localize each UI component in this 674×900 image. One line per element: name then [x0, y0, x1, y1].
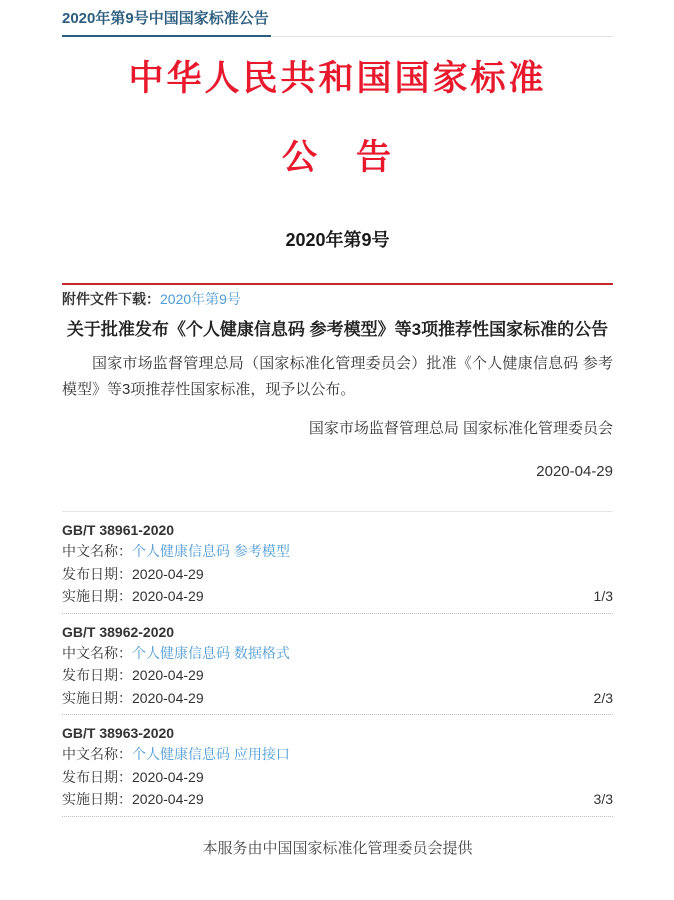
standard-name-row: [62, 540, 613, 563]
announcement-subtitle: 公 告: [281, 138, 393, 177]
national-standard-title: 中华人民共和国国家标准: [128, 59, 547, 98]
notice-heading: 关于批准发布《个人健康信息码 参考模型》等3项推荐性国家标准的公告: [66, 320, 609, 339]
publish-label: 发布日期：: [62, 667, 132, 683]
name-label: 中文名称：: [62, 644, 132, 661]
implement-date-value: 2020-04-29: [132, 791, 204, 807]
standards-list: [62, 511, 613, 817]
publish-label: 发布日期：: [62, 768, 132, 785]
notice-body-paragraph: 国家市场监督管理总局（国家标准化管理委员会）批准《个人健康信息码 参考模型》等3项推荐性国家标准，现予以公布。: [62, 355, 613, 398]
implement-date-row: [62, 687, 613, 710]
standard-entry: [62, 715, 613, 817]
page-header-bar: [62, 8, 613, 37]
standard-name-row: [62, 743, 613, 766]
implement-label: 实施日期：: [62, 791, 132, 807]
implement-date-row: [62, 788, 613, 811]
standard-name-link[interactable]: 个人健康信息码 应用接口: [132, 746, 290, 762]
name-label: 中文名称：: [62, 746, 132, 762]
issuer-line: 国家市场监督管理总局 国家标准化管理委员会: [308, 420, 613, 437]
publish-date-value: 2020-04-29: [132, 667, 204, 683]
announcement-tab-title: 2020年第9号中国国家标准公告: [62, 8, 271, 37]
publish-date-value: 2020-04-29: [132, 565, 204, 582]
publish-label: 发布日期：: [62, 565, 132, 582]
standard-name-link[interactable]: 个人健康信息码 数据格式: [132, 644, 290, 661]
implement-label: 实施日期：: [62, 588, 132, 604]
implement-date-row: [62, 585, 613, 608]
issue-number: 2020年第9号: [285, 230, 390, 250]
standard-entry: [62, 614, 613, 716]
publish-date-line: 2020-04-29: [536, 463, 613, 480]
name-label: 中文名称：: [62, 543, 132, 559]
publish-date-row: [62, 664, 613, 687]
attachment-download-link[interactable]: 2020年第9号: [160, 291, 241, 307]
standard-code: GB/T 38962-2020: [62, 623, 175, 640]
service-provider-note: 本服务由中国国家标准化管理委员会提供: [202, 839, 473, 857]
publish-date-row: [62, 766, 613, 789]
attachment-row: [62, 285, 613, 308]
page-indicator: 3/3: [593, 791, 613, 807]
implement-label: 实施日期：: [62, 689, 132, 706]
standard-code: GB/T 38961-2020: [62, 522, 175, 538]
attachment-label: 附件文件下载：: [62, 291, 160, 307]
publish-date-row: [62, 563, 613, 586]
standard-name-row: [62, 642, 613, 665]
standard-code: GB/T 38963-2020: [62, 725, 175, 741]
implement-date-value: 2020-04-29: [132, 689, 204, 706]
standard-entry: [62, 512, 613, 614]
standard-name-link[interactable]: 个人健康信息码 参考模型: [132, 543, 290, 559]
page-indicator: 1/3: [593, 588, 613, 604]
implement-date-value: 2020-04-29: [132, 588, 204, 604]
page-indicator: 2/3: [593, 689, 613, 706]
publish-date-value: 2020-04-29: [132, 768, 204, 785]
